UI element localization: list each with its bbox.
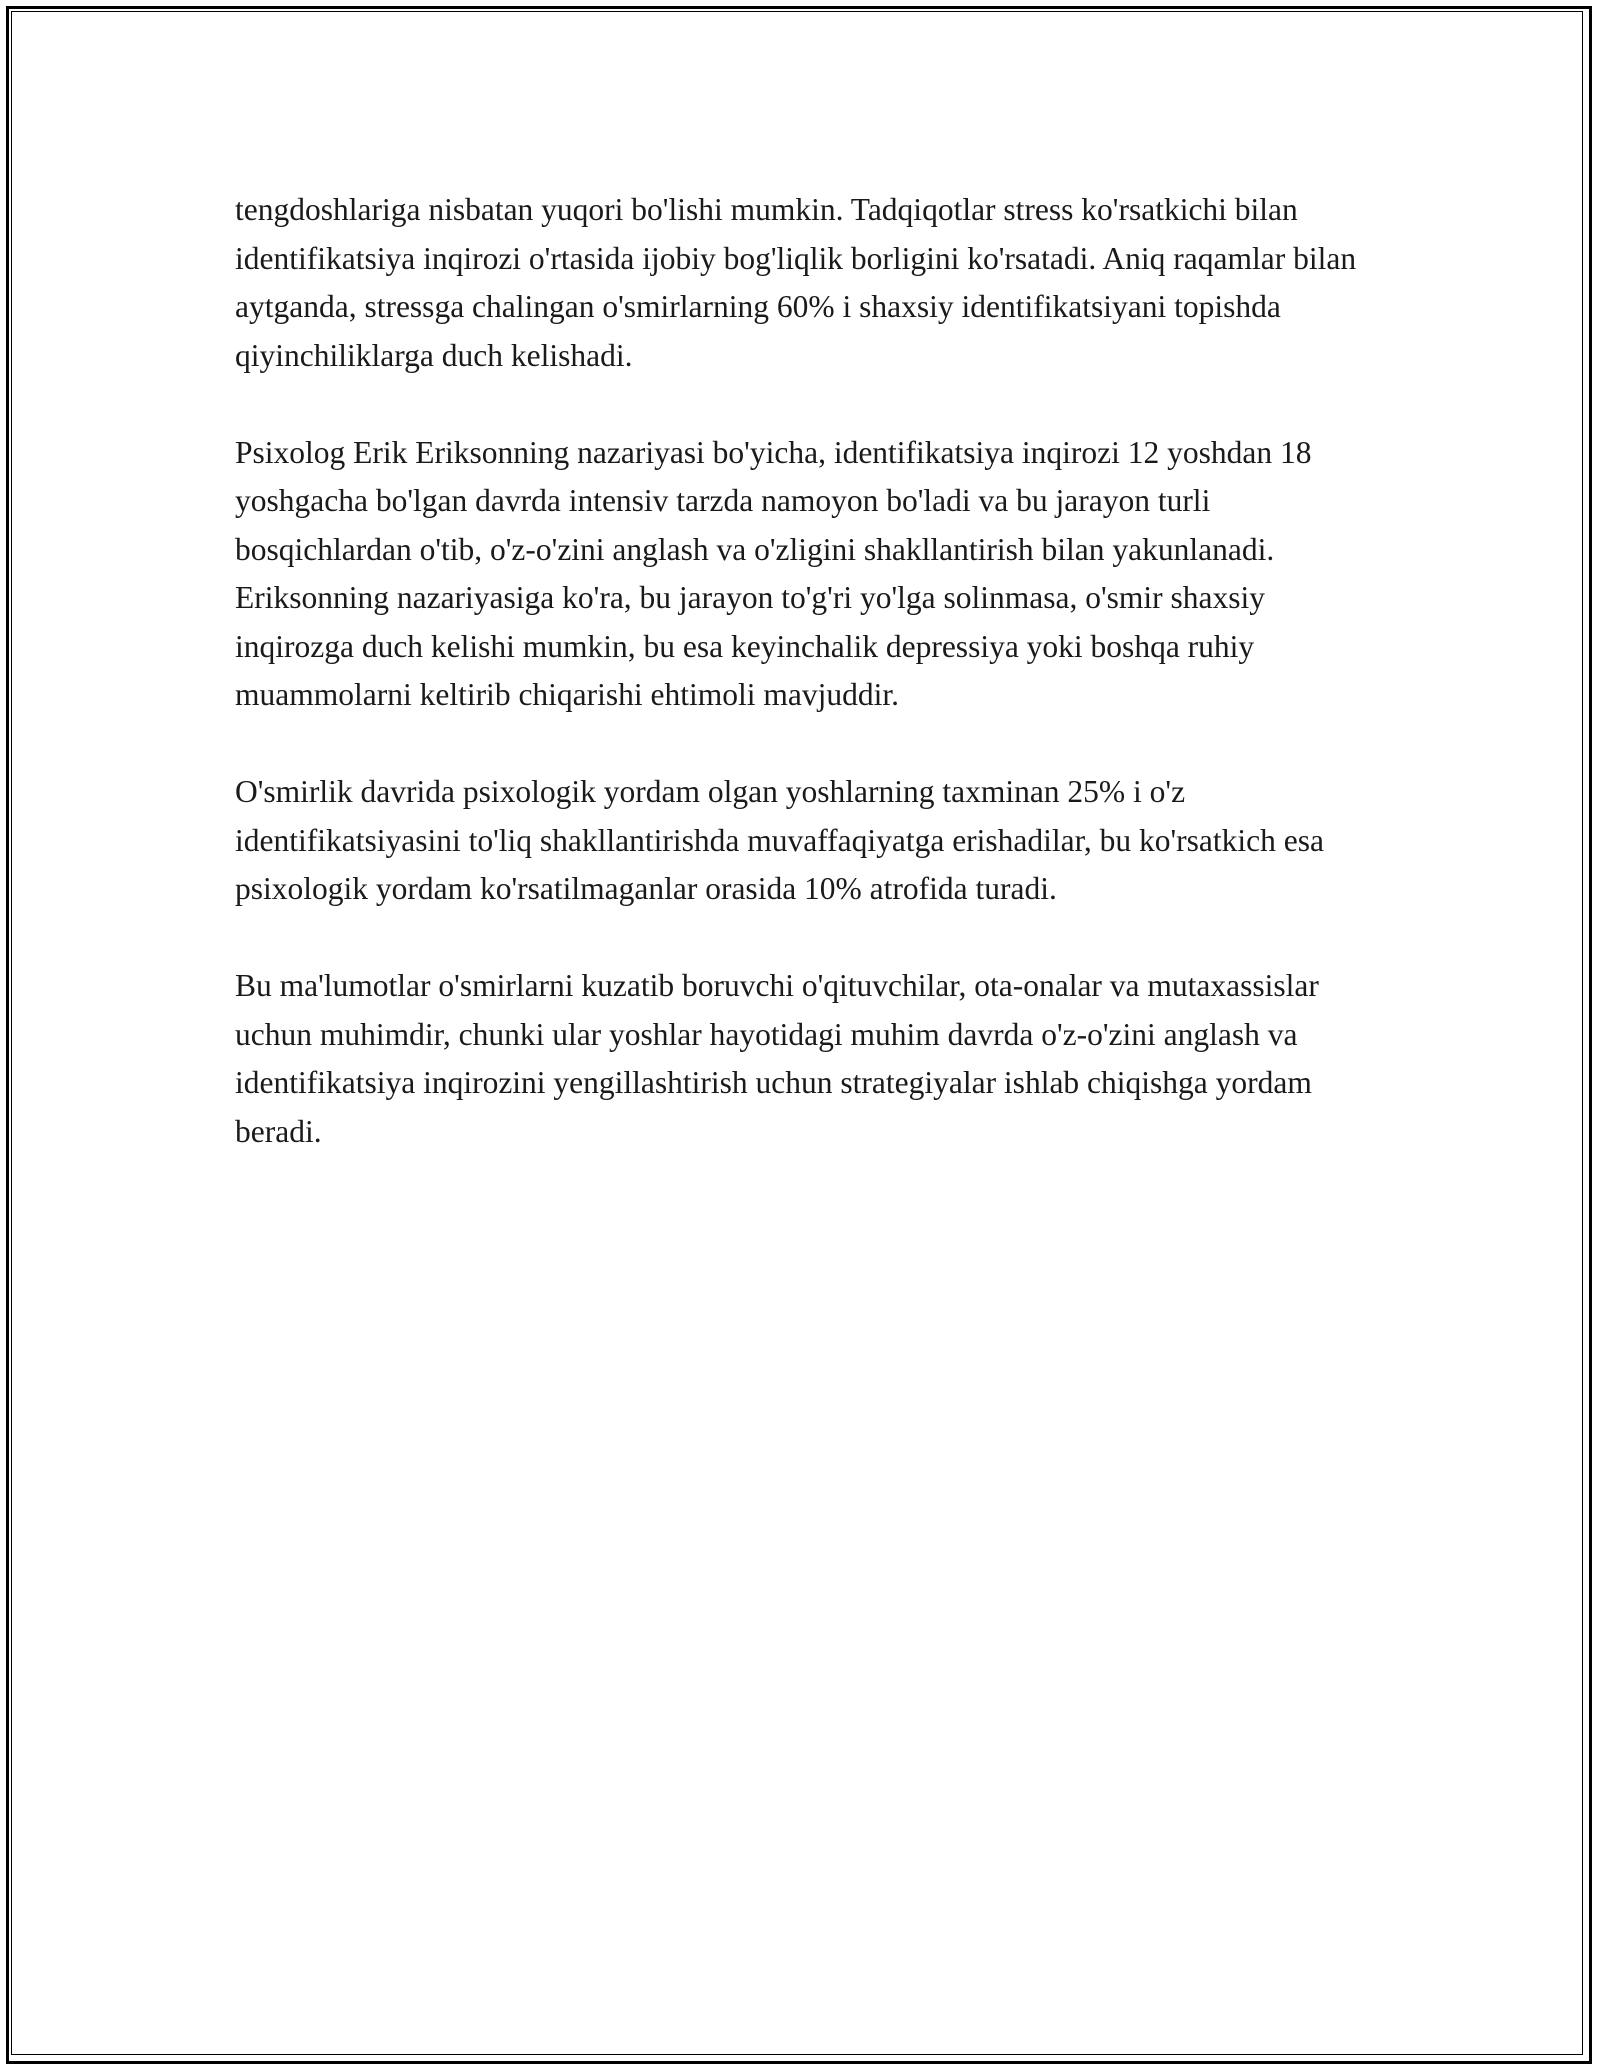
paragraph-2: Psixolog Erik Eriksonning nazariyasi bo'yicha, identifikatsiya inqirozi 12 yoshdan 18 yoshgacha bo'lgan davrda intensiv tarzda namoyon bo'ladi va bu jarayon turli bosqichlardan o'tib, o'z-o'zini anglash va o'zligini shakllantirish bilan yakunlanadi. Eriksonning nazariyasiga ko'ra, bu jarayon to'g'ri yo'lga solinmasa, o'smir shaxsiy inqirozga duch kelishi mumkin, bu esa keyinchalik depressiya yoki boshqa ruhiy muammolarni keltirib chiqarishi ehtimoli mavjuddir.: [235, 434, 1312, 712]
paragraph-3: O'smirlik davrida psixologik yordam olgan yoshlarning taxminan 25% i o'z identifikatsiyasini to'liq shakllantirishda muvaffaqiyatga erishadilar, bu ko'rsatkich esa psixologik yordam ko'rsatilmaganlar orasida 10% atrofida turadi.: [235, 774, 1324, 906]
paragraph-4: Bu ma'lumotlar o'smirlarni kuzatib boruvchi o'qituvchilar, ota-onalar va mutaxassislar uchun muhimdir, chunki ular yoshlar hayotidagi muhim davrda o'z-o'zini anglash va identifikatsiya inqirozini yengillashtirish uchun strategiyalar ishlab chiqishga yordam beradi.: [235, 968, 1319, 1149]
paragraph-1: tengdoshlariga nisbatan yuqori bo'lishi mumkin. Tadqiqotlar stress ko'rsatkichi bilan identifikatsiya inqirozi o'rtasida ijobiy bog'liqlik borligini ko'rsatadi. Aniq raqamlar bilan aytganda, stressga chalingan o'smirlarning 60% i shaxsiy identifikatsiyani topishda qiyinchiliklarga duch kelishadi.: [235, 192, 1357, 373]
document-body: [235, 186, 1365, 1205]
